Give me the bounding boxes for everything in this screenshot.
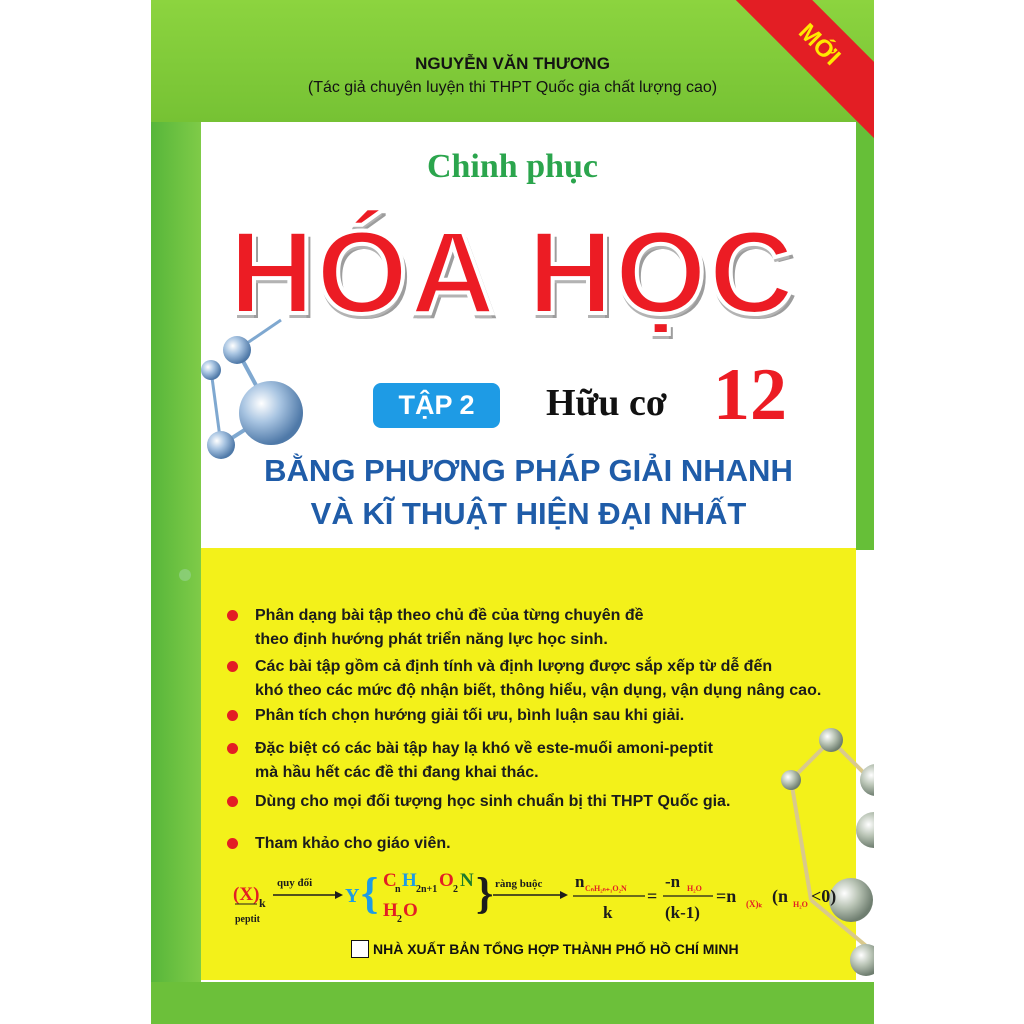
- method-line-2: VÀ KĨ THUẬT HIỆN ĐẠI NHẤT: [310, 496, 747, 531]
- bullet-line-1: Đặc biệt có các bài tập hay lạ khó về este-muối amoni-peptit: [255, 740, 713, 757]
- formula-c: C: [383, 870, 397, 891]
- publisher-name: NHÀ XUẤT BẢN TỔNG HỢP THÀNH PHỐ HỒ CHÍ MINH: [373, 941, 739, 957]
- formula-eq2: =n: [716, 886, 737, 906]
- formula-h2o-sub: 2: [397, 914, 402, 925]
- frac1-den: k: [603, 903, 613, 922]
- formula-cond-sub: H₂O: [793, 900, 808, 909]
- author-name: NGUYỄN VĂN THƯƠNG: [415, 54, 610, 73]
- formula-o-sub: 2: [453, 884, 458, 895]
- frac1-num: n: [575, 872, 585, 891]
- formula-h: H: [402, 870, 417, 891]
- bullet-line-1: Tham khảo cho giáo viên.: [255, 835, 451, 852]
- bullet-dot-icon: [227, 710, 238, 721]
- formula-rang-buoc: ràng buộc: [495, 878, 543, 890]
- formula-h-sub: 2n+1: [416, 884, 438, 895]
- method-line-1: BẰNG PHƯƠNG PHÁP GIẢI NHANH: [264, 453, 793, 488]
- formula-cond: (n: [772, 886, 789, 906]
- frac2-num: -n: [665, 872, 681, 891]
- bullet-line-1: Phân tích chọn hướng giải tối ưu, bình luận sau khi giải.: [255, 707, 685, 724]
- subject-label: Hữu cơ: [546, 382, 667, 424]
- formula-x: (X): [233, 884, 260, 905]
- frac1-sub: CₙH₂ₙ₊₁O₂N: [585, 884, 627, 893]
- formula-eq1: =: [647, 886, 658, 906]
- bullet-line-2: khó theo các mức độ nhận biết, thông hiểu, vận dụng, vận dụng nâng cao.: [255, 682, 822, 699]
- volume-label: TẬP 2: [398, 390, 475, 420]
- bullet-dot-icon: [227, 838, 238, 849]
- grade-number: 12: [713, 354, 787, 436]
- title-main: HÓA HỌC: [229, 207, 796, 339]
- title-small: Chinh phục: [426, 148, 599, 185]
- arrow-head-icon: [335, 891, 343, 899]
- formula-cond-end: <0): [811, 886, 837, 906]
- formula-right-brace: }: [476, 869, 494, 918]
- bullet-line-2: theo định hướng phát triển năng lực học sinh.: [255, 631, 608, 648]
- formula-o: O: [439, 870, 454, 891]
- bullet-line-1: Phân dạng bài tập theo chủ đề của từng chuyên đề: [255, 607, 644, 624]
- bullet-line-1: Dùng cho mọi đối tượng học sinh chuẩn bị thi THPT Quốc gia.: [255, 793, 731, 810]
- formula-quy-doi: quy đổi: [277, 877, 313, 889]
- bullet-line-2: mà hầu hết các đề thi đang khai thác.: [255, 764, 539, 781]
- frac2-den: (k-1): [665, 903, 700, 922]
- formula-peptit: peptit: [235, 914, 260, 925]
- formula-left-brace: {: [361, 869, 379, 918]
- bullet-dot-icon: [227, 743, 238, 754]
- volume-badge: [373, 383, 500, 428]
- frac2-sub: H₂O: [687, 884, 702, 893]
- formula-h2o-o: O: [403, 900, 418, 921]
- book-cover: [151, 0, 874, 1024]
- formula-k-sub: k: [259, 896, 266, 910]
- arrow-head-icon: [560, 891, 568, 899]
- publisher-logo: [351, 940, 369, 958]
- new-badge-label: MỚI: [793, 18, 846, 71]
- formula-h2o-h: H: [383, 900, 398, 921]
- peptide-formula: [225, 860, 845, 930]
- bullet-line-1: Các bài tập gồm cả định tính và định lượng được sắp xếp từ dễ đến: [255, 658, 773, 675]
- formula-eq2-sub: (X)ₖ: [746, 899, 763, 909]
- bullet-dot-icon: [227, 796, 238, 807]
- bullet-dot-icon: [227, 661, 238, 672]
- bullet-dot-icon: [227, 610, 238, 621]
- formula-y: Y: [345, 885, 360, 907]
- formula-n-sub: n: [395, 884, 401, 895]
- formula-n: N: [460, 870, 474, 891]
- author-note: (Tác giả chuyên luyện thi THPT Quốc gia chất lượng cao): [307, 79, 718, 96]
